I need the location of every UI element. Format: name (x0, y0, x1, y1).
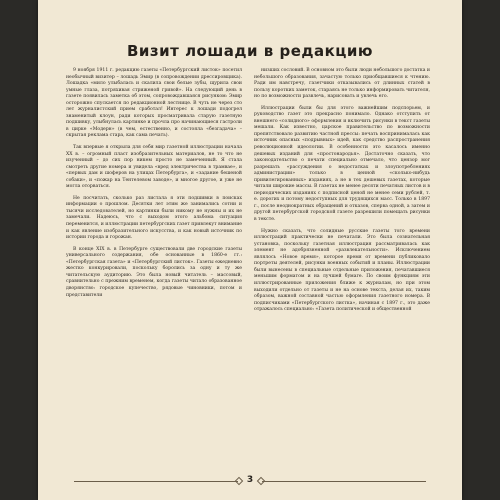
page-number: 3 (246, 475, 254, 485)
left-text-column (66, 68, 242, 304)
page-footer (38, 476, 462, 488)
right-text-column (254, 68, 430, 319)
paragraph: Нужно сказать, что солидные русские газеты того времени иллюстраций практически не печатали. Это была сознательная установка, поскольку газетная иллюстрация рассматривалась как элемент не адобрязненной «развлекательности». Исключением являлось «Новое время», которое время от времени публиковало портреты деятелей, рисунки военных событий и планы. Иллюстрации были вынесены в специальные отдельные приложения, печатавшиеся меньшим форматом и на лучшей бумаге. По своим функциям эти иллюстрированные приложения ближе к журналам, но при этом выходили отдельно от газеты и не на основе текста, делая их, таким образом, важной составной частью оформления газетного номера. В подписчиками «Петербургского листка», начиная с 1897 г., это даже отражалось специально: «Газета политической и общественной (254, 228, 430, 313)
paragraph: 9 ноября 1911 г. редакцию газеты «Петербургский листок» посетил необычный визитер – лошадь Эмир (в сопровождении дрессировщика). Лошадка «мило улыбалась и скалила свои белые зубы, щурила свои умные глаза, потряхивая стриженой гривой». На следующий день в газете появилась заметка об этом, сопровождавшаяся рисунком: Эмир осторожно спускается по редакционной лестнице. В чуть не через сто лет журналистский прием сработал! Интерес к лошади подогрел знаменитый клоун, ради которых просматривала старую газетную подшивку, улыбнулась картинке и прочла про начинающиеся гастроли в цирке «Модерн» (в чем, естественно, и состояла «безгадача» – скрытая реклама стара, как сама печать). (66, 68, 242, 139)
document-page (38, 0, 462, 500)
paragraph: В конце XIX в. в Петербурге существовали две городские газеты универсального содержания, обе основанные в 1860-е гг.: «Петербургская газета» и «Петербургский листок». Газеты ежедневно жестко конкурировали, поскольку боролись за одну и ту же читательскую аудиторию. Это была новый читатель – массовый, сравнительно с прежним временем, когда газеты читало образованное дворянство: городское купечество, рядовые чиновники, потом и представители (66, 246, 242, 298)
paragraph: Так впервые я открыла для себя мир газетной иллюстрации начала XX в. – огромный пласт изобразительных материалов, не то что не изученный – до сих пор никем просто не замеченный. Я стала смотреть другие номера и увидела «вред электричества в трамвае», и «первых дам и шоферов на улицах Петербурга», и «задание бешеной собаки», и «пожар на Тентелевом заводе», и многое другое, и уже не могла оторваться. (66, 145, 242, 190)
footer-rule-right (262, 481, 426, 482)
paragraph: низших сословий. В основном это были люди небольшого достатка и небольшого образования, зачастую только приобщавшиеся к чтению. Ради им навстречу, газетчики отказывались от длинных статей в пользу коротких заметок, стараясь не только информировать читателя, но по возможности развлечь, нарисовать и увлечь его. (254, 68, 430, 100)
paragraph: Не посчитать, сколько раз листала я эти подшивки в поисках информации о прошлом. Десятки лет этим же занимались сотни и тысячи исследователей, но картинки были никому не нужны и их не замечали. Надеюсь, что с выходом этого альбома ситуация переменится, и иллюстрации петербургских газет привлекут внимание и как явление изобразительного искусства, и как новый источник по истории города и горожан. (66, 195, 242, 241)
page-title: Визит лошади в редакцию (126, 42, 374, 60)
paragraph: Иллюстрации были бы для этого важнейшим подспорьем, и руководство газет это прекрасно понимало. Однако отступить от внешнего «солидного» оформления и включить рисунки в текст газеты мешали. Как известно, царское правительство по возможности препятствовало развитию частной прессы: печать воспринималась как источник опасных «подрывных» идей, как средство распространения революционной идеологии. В особенности это касалось именно дешевых изданий для «простонародья». Достаточно сказать, что законодательство о печати специально отмечало, что цензор мог разрешать «рассуждения о недостатках и злоупотреблениях администрации» только в ценной «сколько-нибудь привилегированных» изданиях, а не в тех дешевых газетах, которые читали широкие массы. В газетах не менее десяти печатных листов и в периодических изданиях с подписной ценой не менее семи рублей, т. е. дорогих и потому недоступных для трудящихся масс. Только в 1897 г., после неоднократных обращений и отказов, сперва одной, а затем и другой петербургской городской газете разрешили помещать рисунки в тексте. (254, 105, 430, 223)
